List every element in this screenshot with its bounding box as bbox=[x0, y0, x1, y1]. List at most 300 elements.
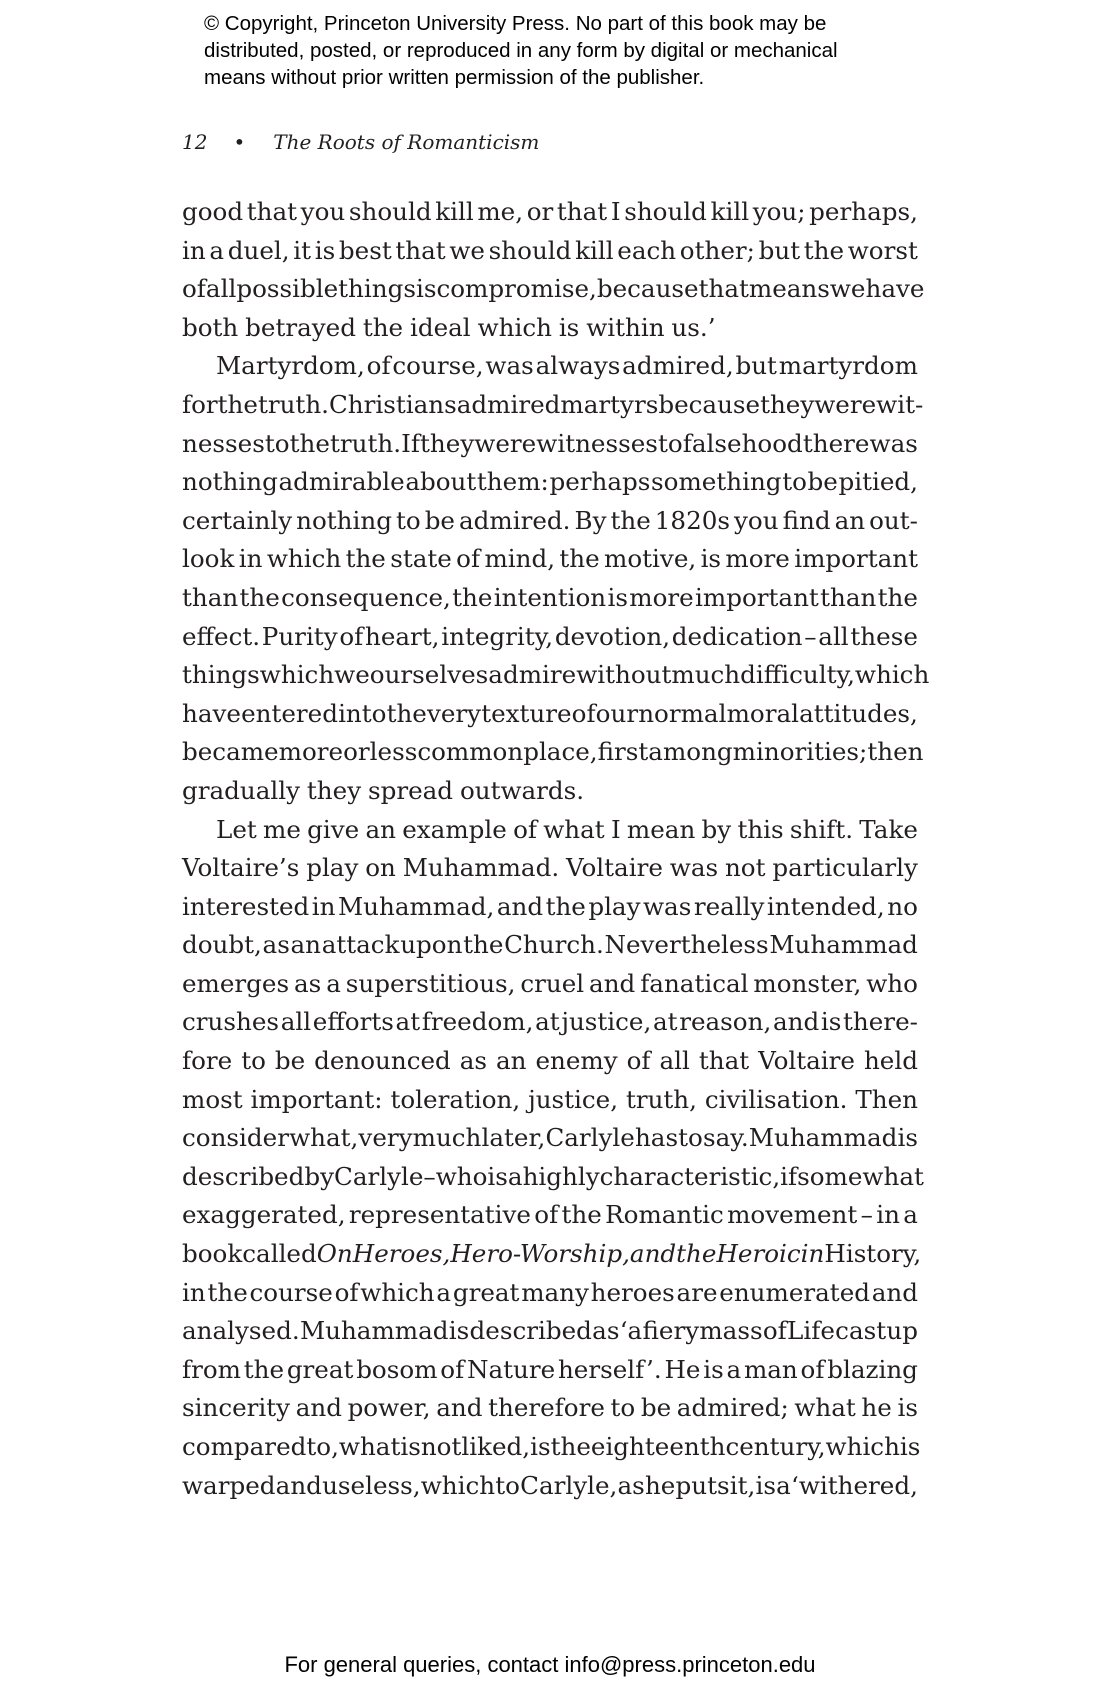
word: is bbox=[448, 1316, 470, 1346]
word: by bbox=[701, 814, 732, 844]
word: in bbox=[876, 1200, 900, 1230]
word: the bbox=[550, 1432, 591, 1461]
word: texture bbox=[481, 698, 572, 728]
text-line bbox=[182, 1042, 918, 1081]
word: a bbox=[507, 1161, 523, 1191]
word: toleration, bbox=[390, 1084, 521, 1114]
word: Nevertheless bbox=[604, 930, 769, 960]
book-title: The Roots of Romanticism bbox=[273, 130, 540, 154]
word: the bbox=[877, 582, 918, 612]
word: much bbox=[412, 1123, 482, 1153]
word: Carlyle bbox=[545, 1123, 635, 1153]
word: less bbox=[369, 737, 418, 767]
text-line bbox=[182, 1119, 918, 1158]
word: state bbox=[390, 544, 452, 574]
word: give bbox=[307, 814, 360, 844]
word: shift. bbox=[789, 814, 854, 844]
word: doubt, bbox=[182, 930, 262, 960]
word: us.’ bbox=[671, 312, 716, 342]
word: admired bbox=[456, 389, 561, 419]
word: but bbox=[758, 235, 801, 265]
text-line bbox=[182, 309, 918, 348]
word: that bbox=[556, 197, 608, 226]
word: therefore bbox=[488, 1393, 605, 1423]
word: who bbox=[435, 1161, 488, 1191]
word: it bbox=[293, 235, 312, 265]
word: he bbox=[861, 1393, 892, 1423]
word: be bbox=[274, 1046, 306, 1076]
italic-word: the bbox=[676, 1239, 717, 1269]
text-line bbox=[182, 1196, 918, 1235]
word: puts bbox=[675, 1470, 730, 1500]
word: course, bbox=[392, 351, 484, 381]
word: fore bbox=[182, 1046, 233, 1076]
word: me bbox=[263, 814, 301, 844]
word: which bbox=[360, 1277, 435, 1307]
word: kill bbox=[710, 197, 750, 226]
italic-word: Heroes, bbox=[352, 1239, 451, 1269]
text-line bbox=[182, 965, 918, 1004]
word: and bbox=[589, 968, 636, 998]
word: you bbox=[734, 505, 779, 535]
word: commonplace, bbox=[417, 737, 598, 767]
word: the bbox=[561, 1200, 602, 1230]
word: first bbox=[597, 737, 649, 767]
text-line bbox=[182, 540, 918, 579]
text-line bbox=[182, 849, 918, 888]
word: a bbox=[903, 1200, 918, 1230]
word: enemy bbox=[535, 1046, 618, 1076]
word: what, bbox=[289, 1123, 359, 1153]
word: moral bbox=[726, 698, 799, 728]
word: described bbox=[182, 1161, 305, 1191]
word: the bbox=[463, 930, 504, 960]
word: that bbox=[246, 197, 298, 226]
word: of bbox=[534, 1200, 559, 1230]
word: things bbox=[338, 274, 416, 304]
word: be bbox=[640, 1393, 672, 1423]
word: look bbox=[182, 544, 235, 574]
word: entered bbox=[241, 698, 338, 728]
word: what bbox=[794, 1393, 856, 1423]
word: is bbox=[897, 1123, 918, 1153]
word: you; bbox=[752, 197, 806, 226]
word: of bbox=[440, 1354, 465, 1384]
italic-word: Hero-Worship, bbox=[450, 1239, 630, 1269]
word: as bbox=[294, 968, 322, 998]
word: kill bbox=[435, 197, 474, 226]
word: was bbox=[485, 351, 534, 381]
word: compromise, bbox=[436, 274, 597, 304]
word: we bbox=[334, 660, 370, 690]
word: truth. bbox=[257, 389, 329, 419]
word: monster, bbox=[753, 968, 862, 998]
word: worst bbox=[847, 235, 918, 265]
word: a bbox=[326, 968, 341, 998]
word: Carlyle, bbox=[520, 1470, 618, 1500]
word: should bbox=[624, 197, 707, 226]
word: find bbox=[782, 505, 831, 535]
word: justice, bbox=[528, 1084, 619, 1114]
word: and bbox=[871, 1277, 918, 1307]
text-line bbox=[182, 888, 918, 927]
word: Then bbox=[855, 1084, 918, 1114]
word: all bbox=[818, 621, 849, 651]
word: into bbox=[338, 698, 387, 728]
word: because bbox=[596, 274, 699, 304]
word: Muhammad bbox=[299, 1316, 449, 1346]
word: Purity bbox=[261, 621, 338, 651]
word: Muhammad, bbox=[337, 891, 495, 921]
word: to bbox=[241, 1046, 266, 1076]
word: and bbox=[772, 1007, 820, 1037]
word: and bbox=[496, 891, 544, 921]
text-line bbox=[182, 386, 924, 425]
word: possible bbox=[236, 274, 339, 304]
word: ‘a bbox=[619, 1316, 643, 1346]
text-line bbox=[182, 926, 918, 965]
word: intended, bbox=[766, 891, 885, 921]
word: up bbox=[886, 1316, 918, 1346]
word: the bbox=[452, 582, 493, 612]
word: of bbox=[762, 1316, 787, 1346]
word: as bbox=[617, 1470, 645, 1500]
text-line bbox=[182, 1312, 918, 1351]
text-line bbox=[182, 425, 918, 464]
word: it, bbox=[729, 1470, 756, 1500]
word: play bbox=[306, 853, 359, 883]
word: admired, bbox=[622, 351, 734, 381]
word: mass bbox=[699, 1316, 763, 1346]
text-line bbox=[182, 811, 918, 850]
word: important bbox=[794, 544, 918, 574]
word: these bbox=[850, 621, 918, 651]
word: consider bbox=[182, 1123, 289, 1153]
word: by bbox=[304, 1161, 334, 1191]
word: the bbox=[239, 582, 280, 612]
word: later, bbox=[481, 1123, 546, 1153]
word: them: bbox=[476, 467, 549, 497]
word: spread bbox=[367, 775, 454, 805]
word: for bbox=[182, 389, 218, 419]
word: Carlyle bbox=[334, 1161, 424, 1191]
word: – bbox=[423, 1161, 436, 1191]
text-line bbox=[182, 347, 918, 386]
word: – bbox=[804, 621, 817, 651]
word: highly bbox=[522, 1161, 600, 1191]
word: Voltaire’s bbox=[182, 853, 300, 883]
word: consequence, bbox=[281, 582, 451, 612]
text-line bbox=[182, 1467, 918, 1506]
word: to bbox=[782, 467, 807, 497]
word: efforts bbox=[312, 1007, 394, 1037]
italic-word: in bbox=[800, 1239, 825, 1269]
word: minorities; bbox=[732, 737, 868, 767]
word: heart, bbox=[364, 621, 440, 651]
word: emerges bbox=[182, 968, 290, 998]
bullet-separator: • bbox=[233, 130, 246, 154]
word: me, bbox=[477, 197, 524, 226]
word: mind, bbox=[484, 544, 556, 574]
word: of bbox=[182, 274, 206, 304]
word: gradually bbox=[182, 775, 301, 805]
word: something bbox=[651, 467, 782, 497]
word: an bbox=[496, 1046, 527, 1076]
word: more bbox=[278, 737, 344, 767]
word: and bbox=[275, 1470, 322, 1500]
word: very bbox=[426, 698, 482, 728]
word: they bbox=[420, 428, 475, 458]
word: somewhat bbox=[797, 1161, 924, 1191]
word: difficulty, bbox=[740, 660, 855, 690]
text-line bbox=[182, 193, 918, 232]
word: the bbox=[386, 698, 427, 728]
word: witnesses bbox=[536, 428, 658, 458]
word: Take bbox=[859, 814, 918, 844]
word: movement bbox=[727, 1200, 858, 1230]
word: I bbox=[610, 814, 621, 844]
text-line bbox=[182, 1003, 918, 1042]
word: which bbox=[825, 1432, 900, 1461]
word: important bbox=[695, 582, 819, 612]
word: outwards. bbox=[459, 775, 585, 805]
text-line bbox=[182, 1351, 918, 1390]
word: to bbox=[264, 428, 290, 458]
word: is bbox=[899, 1432, 921, 1461]
text-line bbox=[182, 1274, 918, 1313]
word: is bbox=[897, 1393, 918, 1423]
word: we bbox=[829, 274, 866, 304]
word: at bbox=[652, 1007, 678, 1037]
word: nothing bbox=[182, 467, 278, 497]
word: devotion, bbox=[554, 621, 671, 651]
word: there bbox=[802, 428, 870, 458]
word: is bbox=[487, 1161, 508, 1191]
word: upon bbox=[400, 930, 463, 960]
word: kill bbox=[575, 235, 614, 265]
word: 1820s bbox=[654, 505, 730, 535]
word: that bbox=[395, 235, 446, 265]
word: this bbox=[737, 814, 784, 844]
word: be bbox=[807, 467, 838, 497]
word: of bbox=[513, 814, 537, 844]
word: the bbox=[610, 505, 651, 535]
word: are bbox=[676, 1277, 718, 1307]
word: among bbox=[648, 737, 733, 767]
word: ourselves bbox=[369, 660, 489, 690]
word: both bbox=[182, 312, 239, 342]
word: civilisation. bbox=[704, 1084, 848, 1114]
italic-word: and bbox=[629, 1239, 677, 1269]
word: that bbox=[698, 1046, 750, 1076]
word: was bbox=[869, 428, 918, 458]
word: to, bbox=[306, 1432, 339, 1461]
word: to bbox=[658, 428, 683, 458]
word: described bbox=[469, 1316, 592, 1346]
word: book bbox=[182, 1239, 243, 1269]
word: By bbox=[574, 505, 607, 535]
word: not bbox=[420, 1432, 462, 1461]
copyright-line: distributed, posted, or reproduced in any form by digital or mechanical bbox=[204, 39, 838, 62]
word: than bbox=[820, 582, 877, 612]
word: Muhammad. bbox=[402, 853, 560, 883]
word: an bbox=[365, 814, 396, 844]
word: fiery bbox=[642, 1316, 700, 1346]
word: certainly bbox=[182, 505, 293, 535]
text-line bbox=[182, 270, 925, 309]
word: which bbox=[266, 544, 342, 574]
text-line bbox=[182, 1235, 922, 1274]
word: which bbox=[259, 660, 335, 690]
word: that bbox=[698, 274, 749, 304]
text-line bbox=[182, 1389, 918, 1428]
word: or bbox=[526, 197, 554, 226]
word: is bbox=[314, 235, 336, 265]
word: called bbox=[242, 1239, 317, 1269]
word: man bbox=[743, 1354, 798, 1384]
word: a bbox=[776, 1470, 791, 1500]
word: effect. bbox=[182, 621, 261, 651]
word: ‘withered, bbox=[791, 1470, 918, 1500]
text-line bbox=[182, 695, 918, 734]
word: which bbox=[477, 312, 552, 342]
word: very bbox=[358, 1123, 413, 1153]
word: they bbox=[760, 389, 815, 419]
word: a bbox=[436, 1277, 452, 1307]
word: what bbox=[338, 1432, 401, 1461]
word: If bbox=[401, 428, 420, 458]
text-line bbox=[182, 1428, 921, 1467]
word: an bbox=[834, 505, 866, 535]
word: of bbox=[366, 351, 391, 381]
word: falsehood bbox=[682, 428, 803, 458]
word: be bbox=[424, 505, 455, 535]
word: the bbox=[207, 1277, 248, 1307]
word: of bbox=[571, 698, 596, 728]
word: great bbox=[286, 1354, 354, 1384]
word: things bbox=[182, 660, 260, 690]
word: the bbox=[559, 544, 600, 574]
word: of bbox=[456, 544, 481, 574]
word: than bbox=[182, 582, 239, 612]
word: admired; bbox=[676, 1393, 789, 1423]
word: I bbox=[610, 197, 621, 226]
word: of bbox=[800, 1354, 825, 1384]
word: we bbox=[449, 235, 485, 265]
word: is bbox=[607, 582, 628, 612]
word: a bbox=[726, 1354, 742, 1384]
word: warped bbox=[182, 1470, 276, 1500]
word: perhaps bbox=[549, 467, 651, 497]
word: to bbox=[495, 1470, 520, 1500]
word: best bbox=[338, 235, 392, 265]
word: held bbox=[863, 1046, 918, 1076]
text-line bbox=[182, 232, 918, 271]
running-head bbox=[182, 128, 539, 156]
word: martyrs bbox=[560, 389, 659, 419]
word: a bbox=[209, 235, 225, 265]
page-number: 12 bbox=[182, 130, 208, 154]
text-line bbox=[182, 1081, 918, 1120]
word: Romantic bbox=[605, 1200, 724, 1230]
word: sincerity bbox=[182, 1393, 291, 1423]
word: compared bbox=[182, 1432, 307, 1461]
word: course bbox=[249, 1277, 333, 1307]
word: were bbox=[474, 428, 537, 458]
word: on bbox=[365, 853, 396, 883]
word: eighteenth bbox=[590, 1432, 726, 1461]
word: out- bbox=[869, 505, 918, 535]
word: really bbox=[693, 891, 765, 921]
word: analysed. bbox=[182, 1316, 300, 1346]
word: is bbox=[703, 1354, 724, 1384]
word: truth, bbox=[625, 1084, 697, 1114]
word: dedication bbox=[671, 621, 803, 651]
word: much bbox=[671, 660, 741, 690]
word: important: bbox=[250, 1084, 383, 1114]
word: ideal bbox=[409, 312, 471, 342]
word: were bbox=[814, 389, 877, 419]
word: Voltaire bbox=[566, 853, 663, 883]
text-line bbox=[182, 579, 918, 618]
word: of bbox=[626, 1046, 651, 1076]
word: is bbox=[415, 274, 437, 304]
word: Church. bbox=[504, 930, 604, 960]
word: the bbox=[289, 428, 330, 458]
word: integrity, bbox=[441, 621, 554, 651]
word: Let bbox=[216, 814, 257, 844]
copyright-notice bbox=[204, 10, 924, 91]
word: power, bbox=[347, 1393, 431, 1423]
text-line bbox=[182, 463, 918, 502]
word: as bbox=[459, 1046, 488, 1076]
word: martyrdom bbox=[778, 351, 918, 381]
word: was bbox=[669, 853, 719, 883]
word: perhaps, bbox=[809, 197, 918, 226]
word: intention bbox=[493, 582, 607, 612]
word: Christians bbox=[328, 389, 457, 419]
word: and bbox=[295, 1393, 342, 1423]
word: because bbox=[658, 389, 761, 419]
word: and bbox=[436, 1393, 483, 1423]
word: has bbox=[634, 1123, 679, 1153]
word: all bbox=[205, 274, 237, 304]
word: the bbox=[243, 1354, 285, 1384]
word: heroes bbox=[590, 1277, 675, 1307]
word: to bbox=[610, 1393, 636, 1423]
word: useless, bbox=[322, 1470, 421, 1500]
word: is bbox=[820, 1007, 842, 1037]
word: the bbox=[803, 235, 845, 265]
word: Nature bbox=[466, 1354, 556, 1384]
word: became bbox=[182, 737, 279, 767]
word: reason, bbox=[679, 1007, 772, 1037]
word: in bbox=[238, 544, 263, 574]
word: to bbox=[678, 1123, 703, 1153]
word: admired. bbox=[459, 505, 571, 535]
footer-contact: For general queries, contact info@press.princeton.edu bbox=[284, 1652, 816, 1677]
word: was bbox=[642, 891, 692, 921]
word: mean bbox=[626, 814, 696, 844]
word: bosom bbox=[356, 1354, 438, 1384]
word: herself’. bbox=[557, 1354, 662, 1384]
word: admirable bbox=[278, 467, 405, 497]
word: each bbox=[617, 235, 677, 265]
word: characteristic, bbox=[599, 1161, 781, 1191]
word: truth. bbox=[330, 428, 402, 458]
word: in bbox=[182, 1277, 206, 1307]
word: is bbox=[700, 544, 722, 574]
